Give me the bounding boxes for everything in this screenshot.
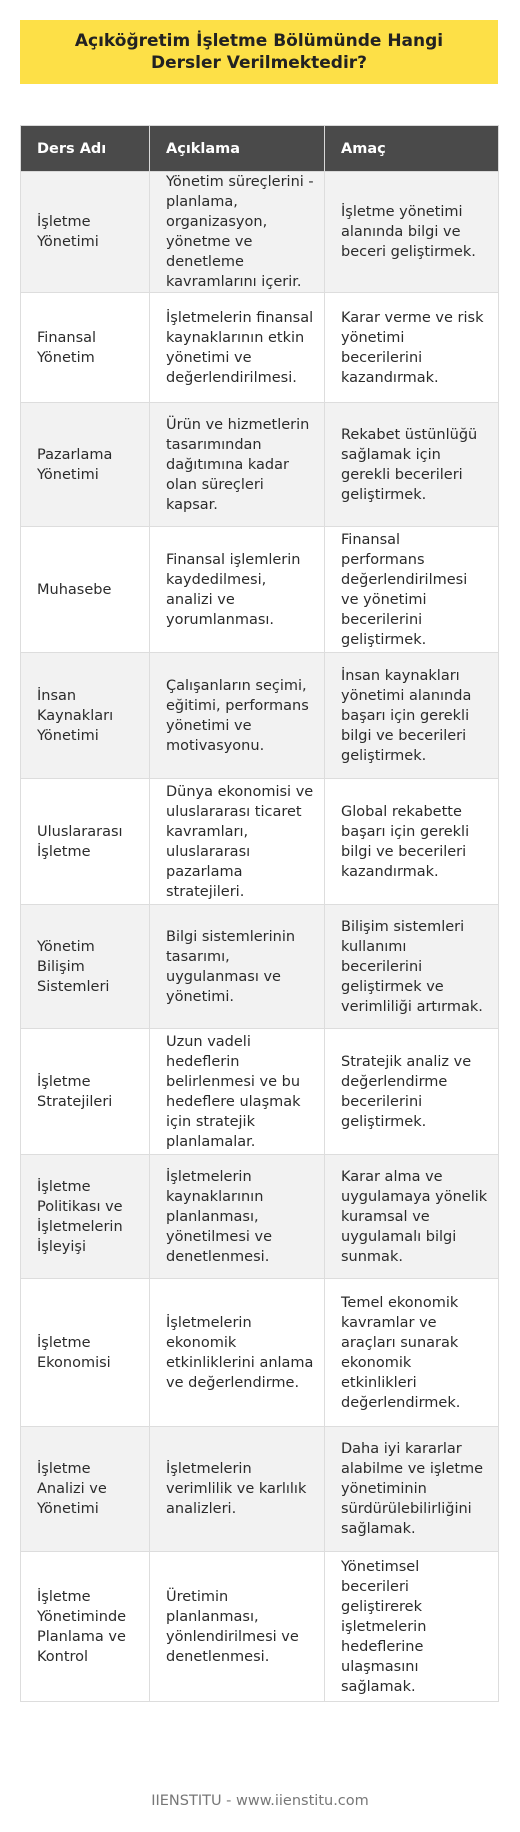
course-name-cell: İnsan Kaynakları Yönetimi [21, 653, 150, 779]
course-name-cell: İşletme Stratejileri [21, 1029, 150, 1155]
title-banner [20, 20, 498, 84]
description-cell: Yönetim süreçlerini - planlama, organizasyon, yönetme ve denetleme kavramlarını içerir. [150, 172, 325, 293]
table-row [21, 293, 499, 403]
course-name-cell: Yönetim Bilişim Sistemleri [21, 905, 150, 1029]
purpose-cell: Yönetimsel becerileri geliştirerek işletmelerin hedeflerine ulaşmasını sağlamak. [325, 1552, 499, 1702]
description-cell: İşletmelerin ekonomik etkinliklerini anlama ve değerlendirme. [150, 1279, 325, 1427]
description-cell: İşletmelerin kaynaklarının planlanması, yönetilmesi ve denetlenmesi. [150, 1155, 325, 1279]
purpose-cell: Stratejik analiz ve değerlendirme becerilerini geliştirmek. [325, 1029, 499, 1155]
purpose-cell: Temel ekonomik kavramlar ve araçları sunarak ekonomik etkinlikleri değerlendirmek. [325, 1279, 499, 1427]
table-row [21, 172, 499, 293]
description-cell: İşletmelerin finansal kaynaklarının etkin yönetimi ve değerlendirilmesi. [150, 293, 325, 403]
course-name-cell: Pazarlama Yönetimi [21, 403, 150, 527]
description-cell: İşletmelerin verimlilik ve karlılık analizleri. [150, 1427, 325, 1552]
description-cell: Çalışanların seçimi, eğitimi, performans yönetimi ve motivasyonu. [150, 653, 325, 779]
table-row [21, 653, 499, 779]
purpose-cell: Daha iyi kararlar alabilme ve işletme yönetiminin sürdürülebilirliğini sağlamak. [325, 1427, 499, 1552]
course-name-cell: İşletme Yönetiminde Planlama ve Kontrol [21, 1552, 150, 1702]
column-header-course-name: Ders Adı [21, 126, 150, 172]
description-cell: Uzun vadeli hedeflerin belirlenmesi ve bu hedeflere ulaşmak için stratejik planlamalar. [150, 1029, 325, 1155]
description-cell: Dünya ekonomisi ve uluslararası ticaret kavramları, uluslararası pazarlama stratejileri. [150, 779, 325, 905]
purpose-cell: Bilişim sistemleri kullanımı becerilerini geliştirmek ve verimliliği artırmak. [325, 905, 499, 1029]
table-row [21, 403, 499, 527]
description-cell: Finansal işlemlerin kaydedilmesi, analizi ve yorumlanması. [150, 527, 325, 653]
table-row [21, 1552, 499, 1702]
table-row [21, 1155, 499, 1279]
table-row [21, 905, 499, 1029]
course-name-cell: İşletme Yönetimi [21, 172, 150, 293]
purpose-cell: Finansal performans değerlendirilmesi ve yönetimi becerilerini geliştirmek. [325, 527, 499, 653]
table-header-row [21, 126, 499, 172]
description-cell: Ürün ve hizmetlerin tasarımından dağıtımına kadar olan süreçleri kapsar. [150, 403, 325, 527]
course-name-cell: İşletme Ekonomisi [21, 1279, 150, 1427]
footer-credit: IIENSTITU - www.iienstitu.com [151, 1793, 369, 1809]
course-name-cell: İşletme Analizi ve Yönetimi [21, 1427, 150, 1552]
purpose-cell: Karar alma ve uygulamaya yönelik kuramsal ve uygulamalı bilgi sunmak. [325, 1155, 499, 1279]
course-name-cell: İşletme Politikası ve İşletmelerin İşleyişi [21, 1155, 150, 1279]
course-name-cell: Uluslararası İşletme [21, 779, 150, 905]
column-header-description: Açıklama [150, 126, 325, 172]
description-cell: Üretimin planlanması, yönlendirilmesi ve denetlenmesi. [150, 1552, 325, 1702]
purpose-cell: İşletme yönetimi alanında bilgi ve beceri geliştirmek. [325, 172, 499, 293]
description-cell: Bilgi sistemlerinin tasarımı, uygulanması ve yönetimi. [150, 905, 325, 1029]
table-row [21, 779, 499, 905]
column-header-purpose: Amaç [325, 126, 499, 172]
courses-table [20, 125, 499, 1702]
course-name-cell: Muhasebe [21, 527, 150, 653]
table-row [21, 1427, 499, 1552]
table-row [21, 527, 499, 653]
purpose-cell: Rekabet üstünlüğü sağlamak için gerekli becerileri geliştirmek. [325, 403, 499, 527]
purpose-cell: İnsan kaynakları yönetimi alanında başarı için gerekli bilgi ve becerileri geliştirmek. [325, 653, 499, 779]
purpose-cell: Global rekabette başarı için gerekli bilgi ve becerileri kazandırmak. [325, 779, 499, 905]
table-row [21, 1279, 499, 1427]
course-name-cell: Finansal Yönetim [21, 293, 150, 403]
purpose-cell: Karar verme ve risk yönetimi becerilerini kazandırmak. [325, 293, 499, 403]
page-title: Açıköğretim İşletme Bölümünde Hangi Dersler Verilmektedir? [74, 31, 444, 73]
table-row [21, 1029, 499, 1155]
